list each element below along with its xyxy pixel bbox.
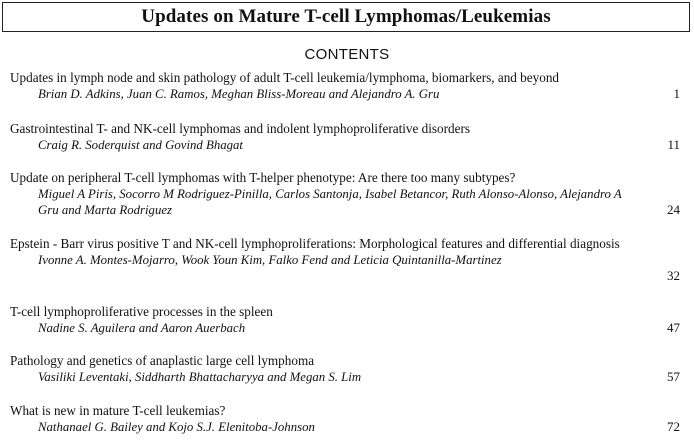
toc-entry-title: What is new in mature T-cell leukemias? [10,403,226,418]
toc-entry-authors: Nathanael G. Bailey and Kojo S.J. Elenitoba-Johnson [38,420,315,434]
toc-entry-page: 11 [667,137,680,152]
toc-entry-page: 72 [667,419,680,434]
toc-entry-title: T-cell lymphoproliferative processes in the spleen [10,304,273,319]
toc-entry[interactable] [10,70,684,102]
toc-entry[interactable] [10,121,684,153]
toc-entry[interactable] [10,236,684,283]
toc-entry-page: 24 [667,202,680,217]
toc-entry-authors: Brian D. Adkins, Juan C. Ramos, Meghan Bliss-Moreau and Alejandro A. Gru [38,87,440,101]
toc-entry-authors: Miguel A Piris, Socorro M Rodriguez-Pinilla, Carlos Santonja, Isabel Betancor, Ruth Alonso-Alonso, Alejandro A Gru and Marta Rodriguez [38,187,622,217]
toc-entry-authors: Ivonne A. Montes-Mojarro, Wook Youn Kim, Falko Fend and Leticia Quintanilla-Martinez [38,253,502,267]
toc-entry-page: 57 [667,369,680,384]
toc-entry-page: 47 [667,320,680,335]
toc-entry[interactable] [10,353,684,385]
toc-entry-authors: Nadine S. Aguilera and Aaron Auerbach [38,321,246,335]
toc-entry-title: Updates in lymph node and skin pathology of adult T-cell leukemia/lymphoma, biomarkers, and beyond [10,70,560,85]
toc-entry[interactable] [10,403,684,435]
toc-entry-title: Update on peripheral T-cell lymphomas with T-helper phenotype: Are there too many subtypes? [10,170,516,185]
toc-entry-title: Pathology and genetics of anaplastic large cell lymphoma [10,353,315,368]
toc-entry[interactable] [10,304,684,336]
contents-heading: CONTENTS [304,46,390,63]
document-title: Updates on Mature T-cell Lymphomas/Leukemias [2,2,690,32]
toc-entry[interactable] [10,170,684,218]
toc-entry-title: Gastrointestinal T- and NK-cell lymphomas and indolent lymphoproliferative disorders [10,121,471,136]
toc-entry-authors: Vasiliki Leventaki, Siddharth Bhattacharyya and Megan S. Lim [38,370,362,384]
toc-entry-title: Epstein - Barr virus positive T and NK-cell lymphoproliferations: Morphological features and differential diagnosis [10,236,620,251]
toc-entry-page: 32 [667,268,680,283]
toc-entry-authors: Craig R. Soderquist and Govind Bhagat [38,138,243,152]
toc-entry-page: 1 [673,86,680,101]
